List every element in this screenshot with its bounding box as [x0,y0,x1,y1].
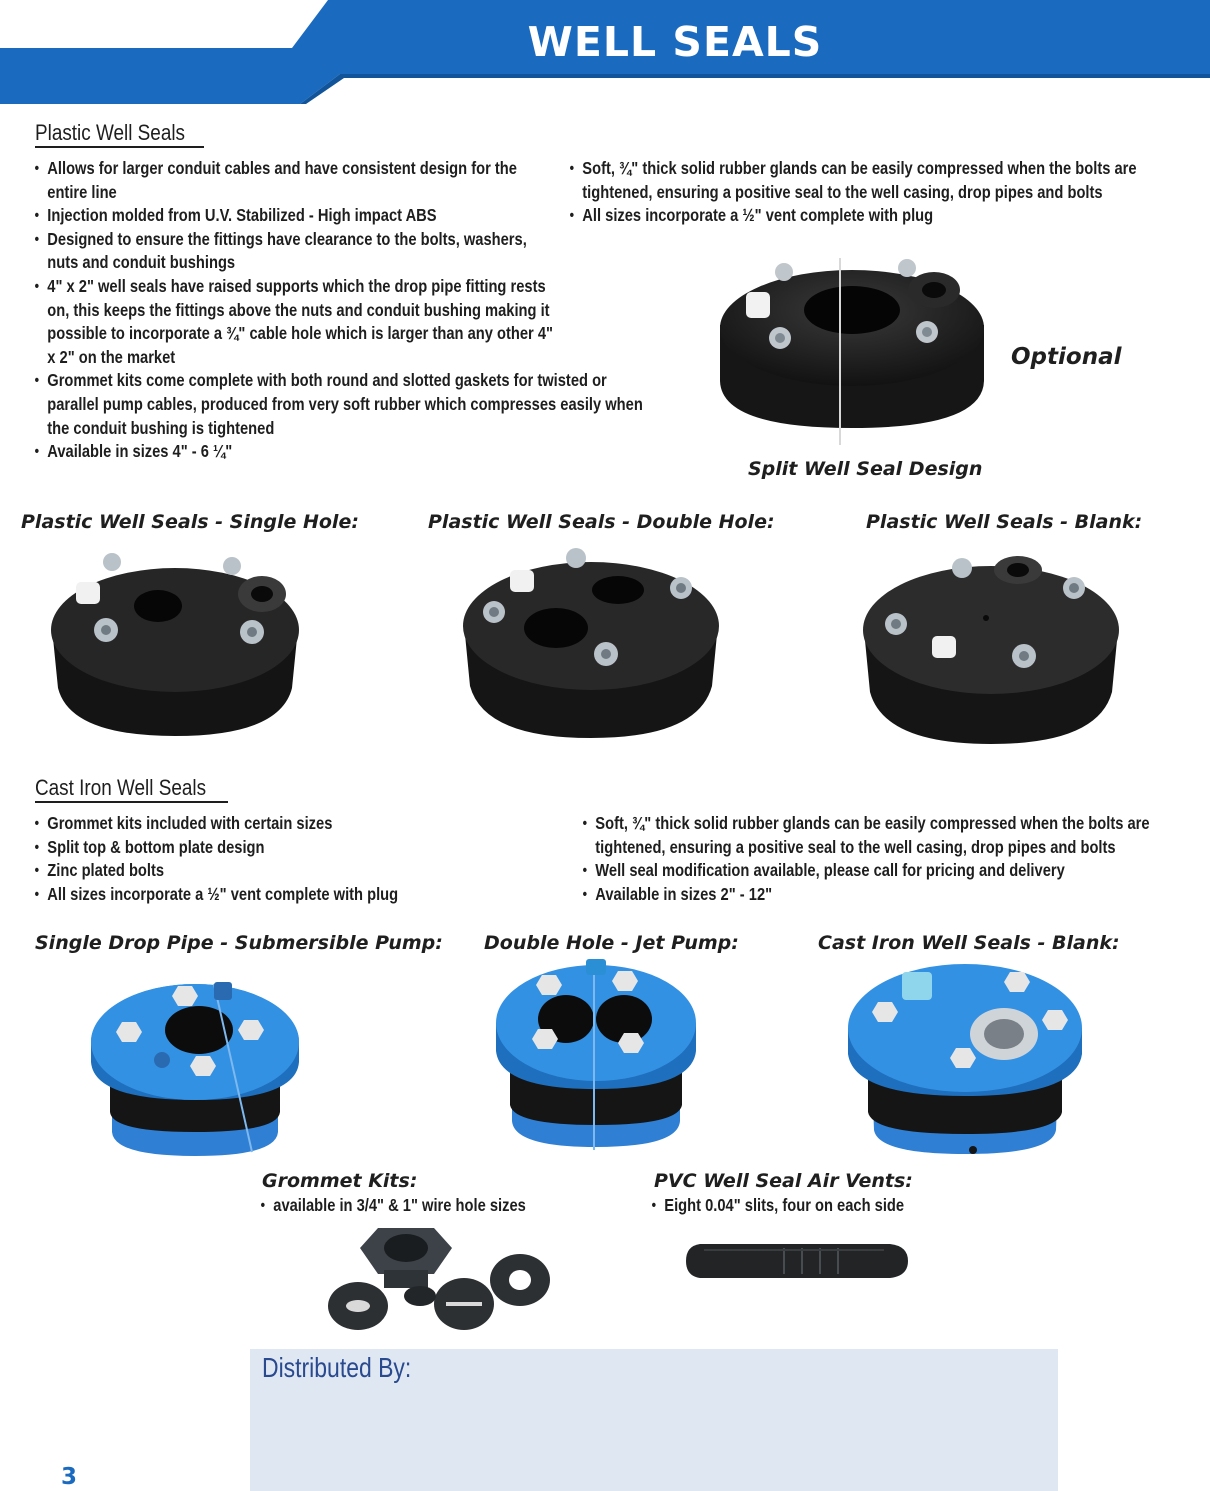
list-item: • Allows for larger conduit cables and have consistent design for the entire line [33,157,544,204]
product-caption-cast-iron-blank: Cast Iron Well Seals - Blank: [818,932,1120,954]
product-caption-blank: Plastic Well Seals - Blank: [866,511,1143,533]
product-caption-double-hole: Plastic Well Seals - Double Hole: [428,511,775,533]
list-item: • Designed to ensure the fittings have clearance to the bolts, washers, nuts and conduit bushings [33,228,529,275]
distributed-by-label: Distributed By: [262,1352,412,1383]
heading-underline [35,146,204,148]
list-item: • Injection molded from U.V. Stabilized - High impact ABS [33,204,656,228]
plastic-blank-image [856,548,1126,752]
product-caption-single-drop-pipe: Single Drop Pipe - Submersible Pump: [35,932,443,954]
list-item: • Grommet kits come complete with both round and slotted gaskets for twisted or parallel pump cables, produced from very soft rubber which compresses easily when the conduit bushing is tightened [33,369,656,440]
optional-label: Optional [1011,344,1122,370]
split-well-seal-image [712,250,992,450]
list-item: • All sizes incorporate a ½" vent complete with plug [33,883,537,907]
list-item: • Available in sizes 4" - 6 ¼" [33,440,656,464]
grommet-kits-features [259,1194,595,1218]
product-caption-single-hole: Plastic Well Seals - Single Hole: [21,511,359,533]
plastic-single-hole-image [40,548,310,748]
grommet-kit-image [324,1222,558,1342]
list-item: • Grommet kits included with certain sizes [33,812,537,836]
air-vent-image [684,1240,912,1282]
product-caption-double-hole-jet: Double Hole - Jet Pump: [484,932,739,954]
cast-iron-features-right [581,812,1194,906]
split-design-caption: Split Well Seal Design [748,458,983,480]
section-heading-cast-iron: Cast Iron Well Seals [35,775,207,800]
plastic-double-hole-image [456,544,726,750]
air-vents-title: PVC Well Seal Air Vents: [654,1170,913,1192]
cast-iron-single-drop-image [84,972,306,1168]
plastic-features-left [33,157,656,464]
list-item: • Soft, ¾" thick solid rubber glands can be easily compressed when the bolts are tightened, ensuring a positive seal to the well casing, drop pipes and bolts [568,157,1178,204]
list-item: • Well seal modification available, please call for pricing and delivery [581,859,1194,883]
list-item: • Soft, ¾" thick solid rubber glands can be easily compressed when the bolts are tightened, ensuring a positive seal to the well casing, drop pipes and bolts [581,812,1194,859]
list-item: • Zinc plated bolts [33,859,537,883]
list-item: • All sizes incorporate a ½" vent complete with plug [568,204,1178,228]
page-title: WELL SEALS [527,18,823,66]
plastic-features-right [568,157,1178,228]
list-item: • available in 3/4" & 1" wire hole sizes [259,1194,595,1218]
cast-iron-double-hole-image [490,955,702,1155]
section-heading-plastic: Plastic Well Seals [35,120,186,145]
air-vents-features [650,1194,986,1218]
page-number: 3 [61,1464,78,1490]
list-item: • Split top & bottom plate design [33,836,537,860]
cast-iron-features-left [33,812,537,906]
heading-underline [35,801,228,803]
cast-iron-blank-image [842,958,1088,1158]
list-item: • Eight 0.04" slits, four on each side [650,1194,986,1218]
list-item: • Available in sizes 2" - 12" [581,883,1194,907]
grommet-kits-title: Grommet Kits: [262,1170,418,1192]
list-item: • 4" x 2" well seals have raised supports which the drop pipe fitting rests on, this keeps the fittings above the nuts and conduit bushing making it possible to incorporate a ¾" cable hole which is larger than any other 4" x 2" on the market [33,275,561,369]
